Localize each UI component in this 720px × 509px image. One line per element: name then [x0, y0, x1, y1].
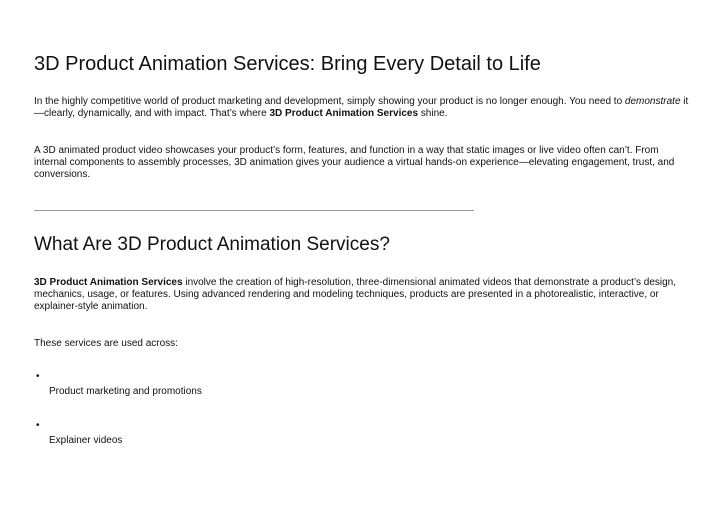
intro-emphasis: demonstrate	[624, 96, 681, 107]
section-paragraph-text: involve the creation of high-resolution, three-dimensional animated videos that demonstrate a product’s design, mechanics, usage, or features. Using advanced rendering and modeling techniques, products are presented in a photorealistic, interactive, or explainer-style animation.	[34, 277, 676, 312]
list-intro: These services are used across:	[34, 338, 178, 349]
section-paragraph-strong: 3D Product Animation Services	[34, 277, 183, 288]
intro-text-1: In the highly competitive world of product marketing and development, simply showing your product is no longer enough. You need to	[34, 96, 625, 107]
intro-text-2: it—clearly, dynamically, and with impact. That’s where	[34, 96, 689, 119]
paragraph-2: A 3D animated product video showcases your product’s form, features, and function in a way that static images or live video often can’t. From internal components to assembly processes, 3D animation gives your audience a virtual hands-on experience—elevating engagement, trust, and conversions.	[34, 145, 675, 180]
page-title: 3D Product Animation Services: Bring Every Detail to Life	[34, 53, 541, 75]
list-item: Product marketing and promotions	[49, 386, 202, 397]
horizontal-divider	[34, 210, 474, 211]
list-bullet-icon: •	[36, 371, 40, 382]
list-bullet-icon: •	[36, 420, 40, 431]
intro-text-3: shine.	[418, 108, 448, 119]
list-item: Explainer videos	[49, 435, 123, 446]
section-heading: What Are 3D Product Animation Services?	[34, 234, 390, 255]
intro-strong: 3D Product Animation Services	[269, 108, 419, 119]
section-paragraph	[34, 277, 694, 313]
intro-paragraph	[34, 96, 694, 120]
